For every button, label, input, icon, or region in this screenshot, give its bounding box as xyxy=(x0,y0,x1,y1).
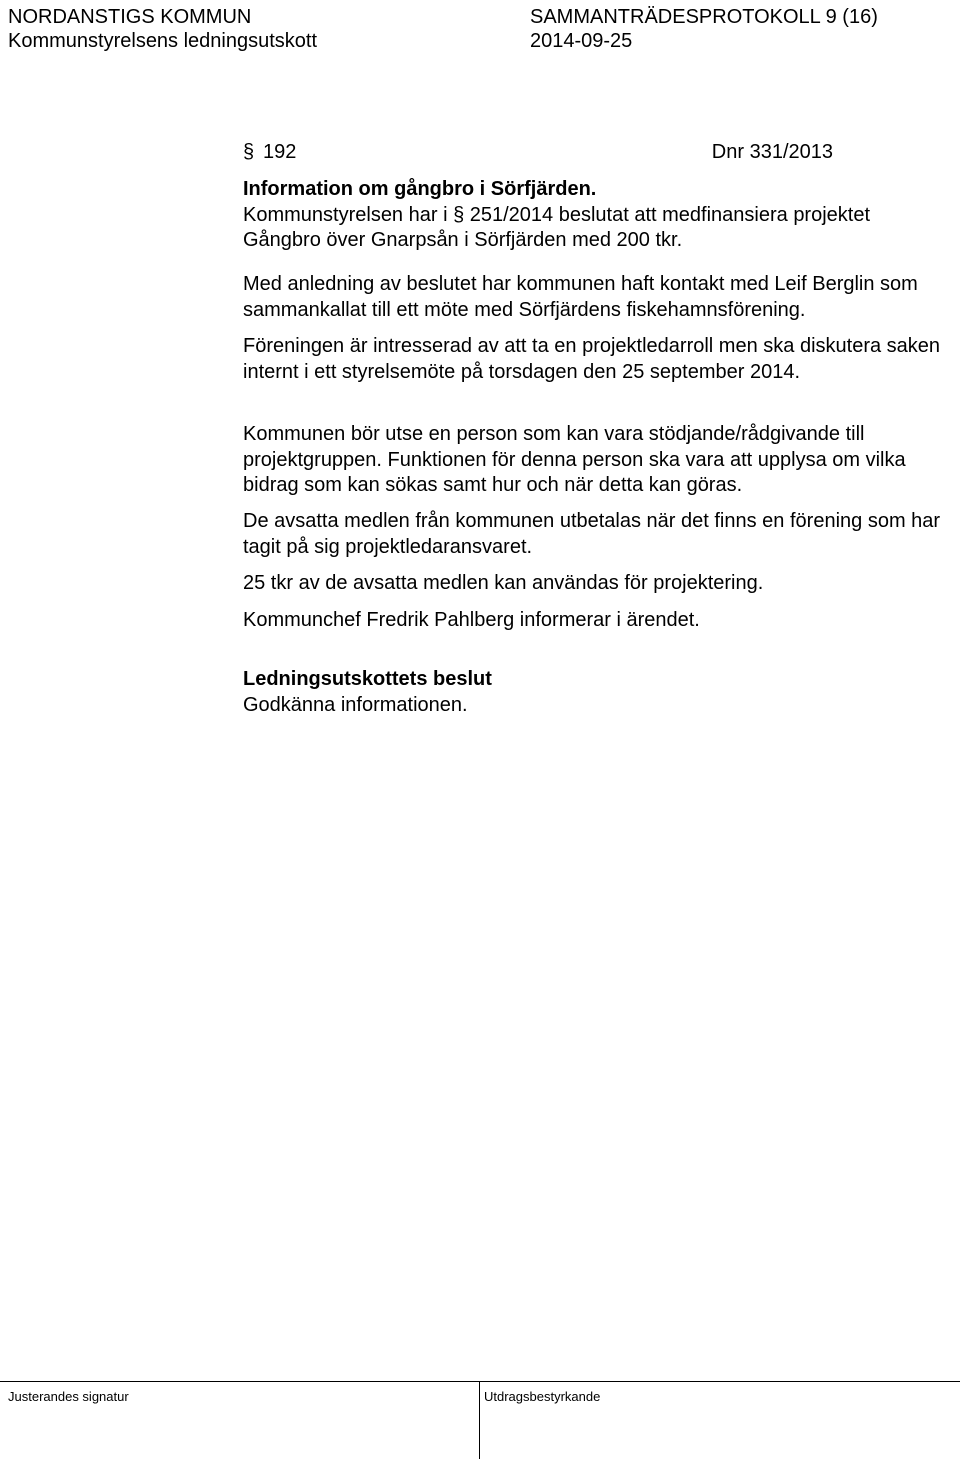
meeting-date: 2014-09-25 xyxy=(530,30,633,52)
organization-name: NORDANSTIGS KOMMUN xyxy=(8,6,252,28)
signature-label: Justerandes signatur xyxy=(8,1389,129,1404)
dnr-number: Dnr 331/2013 xyxy=(711,141,833,163)
paragraph-5: De avsatta medlen från kommunen utbetalas när det finns en förening som har tagit på sig projektledaransvaret. xyxy=(243,510,941,558)
protocol-title: SAMMANTRÄDESPROTOKOLL 9 (16) xyxy=(530,6,878,28)
paragraph-7: Kommunchef Fredrik Pahlberg informerar i ärendet. xyxy=(243,609,700,631)
paragraph-3: Föreningen är intresserad av att ta en projektledarroll men ska diskutera saken internt i ett styrelsemöte på torsdagen den 25 september 2014. xyxy=(243,335,941,383)
certification-label: Utdragsbestyrkande xyxy=(484,1389,601,1404)
footer-column-divider xyxy=(479,1381,480,1459)
case-number: 192 xyxy=(263,141,297,163)
decision-text: Godkänna informationen. xyxy=(243,693,468,716)
case-line xyxy=(243,139,833,165)
committee-name: Kommunstyrelsens ledningsutskott xyxy=(8,30,318,52)
decision-heading: Ledningsutskottets beslut xyxy=(243,668,492,690)
case-body xyxy=(243,177,948,254)
footer-divider xyxy=(0,1381,960,1382)
paragraph-sign: § xyxy=(243,141,255,163)
paragraph-2: Med anledning av beslutet har kommunen haft kontakt med Leif Berglin som sammankallat till ett möte med Sörfjärdens fiskehamnsförening. xyxy=(243,273,918,321)
paragraph-6: 25 tkr av de avsatta medlen kan användas för projektering. xyxy=(243,572,764,594)
decision-section xyxy=(243,667,948,718)
case-title: Information om gångbro i Sörfjärden. xyxy=(243,178,597,200)
paragraph-1: Kommunstyrelsen har i § 251/2014 beslutat att medfinansiera projektet Gångbro över Gnarpsån i Sörfjärden med 200 tkr. xyxy=(243,203,871,251)
paragraph-4: Kommunen bör utse en person som kan vara stödjande/rådgivande till projektgruppen. Funktionen för denna person ska vara att upplysa om vilka bidrag som kan sökas samt hur och när detta kan göras. xyxy=(243,423,906,496)
